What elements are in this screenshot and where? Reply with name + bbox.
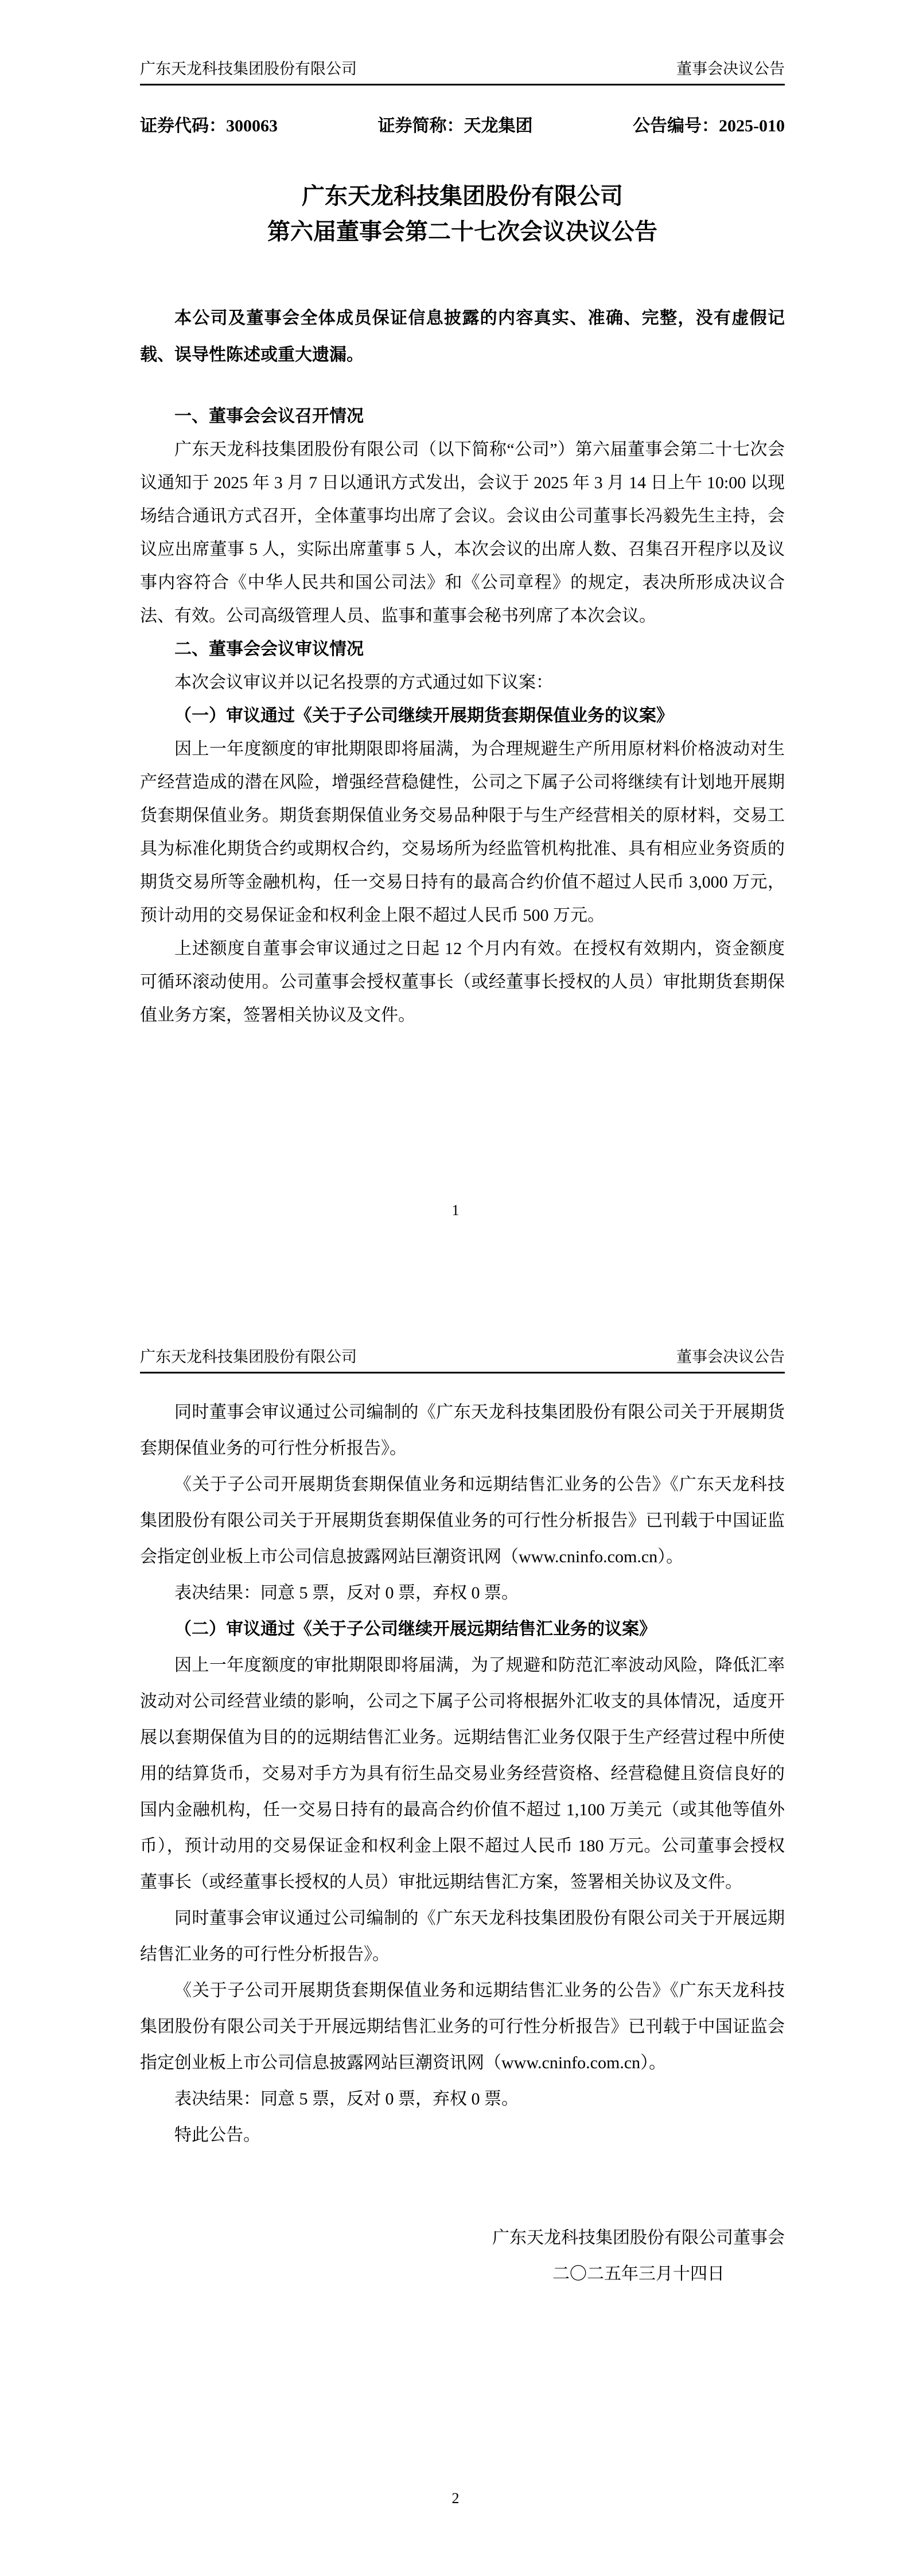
resolution-1-paragraph-2: 上述额度自董事会审议通过之日起 12 个月内有效。在授权有效期内，资金额度可循环滚动使用。公司董事会授权董事长（或经董事长授权的人员）审批期货套期保值业务方案，签署相关协议及文件。 bbox=[140, 939, 785, 1025]
section-2-heading: 二、董事会会议审议情况 bbox=[174, 640, 364, 659]
section-1-heading: 一、董事会会议召开情况 bbox=[174, 407, 364, 426]
page-number-2: 2 bbox=[451, 2490, 460, 2507]
section-1-paragraph: 广东天龙科技集团股份有限公司（以下简称“公司”）第六届董事会第二十七次会议通知于 2025 年 3 月 7 日以通讯方式发出，会议于 2025 年 3 月 14 日上午 10:00 以现场结合通讯方式召开，全体董事均出席了会议。会议由公司董事长冯毅先生主持，会议应出席董事 5 人，实际出席董事 5 人，本次会议的出席人数、召集召开程序以及议事内容符合《中华人民共和国公司法》和《公司章程》的规定，表决所形成决议合法、有效。公司高级管理人员、监事和董事会秘书列席了本次会议。 bbox=[140, 440, 785, 625]
stock-code: 证券代码：300063 bbox=[140, 116, 278, 135]
header-divider bbox=[140, 84, 785, 85]
announcement-number: 公告编号：2025-010 bbox=[633, 116, 785, 135]
resolution-1-paragraph-1: 因上一年度额度的审批期限即将届满，为合理规避生产所用原材料价格波动对生产经营造成的潜在风险，增强经营稳健性，公司之下属子公司将继续有计划地开展期货套期保值业务。期货套期保值业务交易品种限于与生产经营相关的原材料，交易工具为标准化期货合约或期权合约，交易场所为经监管机构批准、具有相应业务资质的期货交易所等金融机构，任一交易日持有的最高合约价值不超过人民币 3,000 万元，预计动用的交易保证金和权利金上限不超过人民币 500 万元。 bbox=[140, 740, 785, 925]
document-title-line-1: 广东天龙科技集团股份有限公司 bbox=[302, 183, 623, 209]
vote-result-2: 表决结果：同意 5 票，反对 0 票，弃权 0 票。 bbox=[174, 2089, 519, 2108]
signature-company: 广东天龙科技集团股份有限公司董事会 bbox=[492, 2228, 785, 2247]
resolution-2-heading: （二）审议通过《关于子公司继续开展远期结售汇业务的议案》 bbox=[174, 1620, 656, 1639]
disclosure-website-paragraph-2: 《关于子公司开展期货套期保值业务和远期结售汇业务的公告》《广东天龙科技集团股份有限公司关于开展远期结售汇业务的可行性分析报告》已刊载于中国证监会指定创业板上市公司信息披露网站巨潮资讯网（www.cninfo.com.cn）。 bbox=[140, 1981, 785, 2072]
resolution-1-heading: （一）审议通过《关于子公司继续开展期货套期保值业务的议案》 bbox=[174, 706, 673, 725]
stock-abbreviation: 证券简称：天龙集团 bbox=[377, 116, 533, 135]
vote-result-1: 表决结果：同意 5 票，反对 0 票，弃权 0 票。 bbox=[174, 1583, 519, 1602]
page-1-body bbox=[140, 400, 785, 1032]
page-1-running-header bbox=[140, 0, 785, 78]
signature-date: 二〇二五年三月十四日 bbox=[552, 2264, 725, 2283]
document-title-line-2: 第六届董事会第二十七次会议决议公告 bbox=[267, 219, 657, 244]
feasibility-report-paragraph-2: 同时董事会审议通过公司编制的《广东天龙科技集团股份有限公司关于开展远期结售汇业务的可行性分析报告》。 bbox=[140, 1909, 785, 1964]
section-2-intro-paragraph: 本次会议审议并以记名投票的方式通过如下议案： bbox=[174, 673, 553, 692]
page-2 bbox=[0, 1288, 911, 2576]
disclosure-website-paragraph-1: 《关于子公司开展期货套期保值业务和远期结售汇业务的公告》《广东天龙科技集团股份有限公司关于开展期货套期保值业务的可行性分析报告》已刊载于中国证监会指定创业板上市公司信息披露网站巨潮资讯网（www.cninfo.com.cn）。 bbox=[140, 1475, 785, 1566]
feasibility-report-paragraph-1: 同时董事会审议通过公司编制的《广东天龙科技集团股份有限公司关于开展期货套期保值业务的可行性分析报告》。 bbox=[140, 1403, 785, 1458]
resolution-2-paragraph-1: 因上一年度额度的审批期限即将届满，为了规避和防范汇率波动风险，降低汇率波动对公司经营业绩的影响，公司之下属子公司将根据外汇收支的具体情况，适度开展以套期保值为目的的远期结售汇业务。远期结售汇业务仅限于生产经营过程中所使用的结算货币，交易对手方为具有衍生品交易业务经营资格、经营稳健且资信良好的国内金融机构，任一交易日持有的最高合约价值不超过 1,100 万美元（或其他等值外币），预计动用的交易保证金和权利金上限不超过人民币 180 万元。公司董事会授权董事长（或经董事长授权的人员）审批远期结售汇方案，签署相关协议及文件。 bbox=[140, 1656, 785, 1892]
stock-info-row bbox=[140, 115, 785, 137]
document-title bbox=[140, 178, 785, 250]
signature-block bbox=[492, 2220, 785, 2292]
page-2-body bbox=[140, 1394, 785, 2153]
disclaimer-paragraph: 本公司及董事会全体成员保证信息披露的内容真实、准确、完整，没有虚假记载、误导性陈述或重大遗漏。 bbox=[140, 309, 785, 364]
header-company-name: 广东天龙科技集团股份有限公司 bbox=[140, 60, 357, 77]
header-company-name: 广东天龙科技集团股份有限公司 bbox=[140, 1348, 357, 1365]
header-divider bbox=[140, 1372, 785, 1373]
page-number-1: 1 bbox=[451, 1202, 460, 1219]
header-doc-type: 董事会决议公告 bbox=[676, 60, 785, 77]
header-doc-type: 董事会决议公告 bbox=[676, 1348, 785, 1365]
closing-statement: 特此公告。 bbox=[174, 2126, 260, 2145]
page-2-running-header bbox=[140, 1288, 785, 1366]
